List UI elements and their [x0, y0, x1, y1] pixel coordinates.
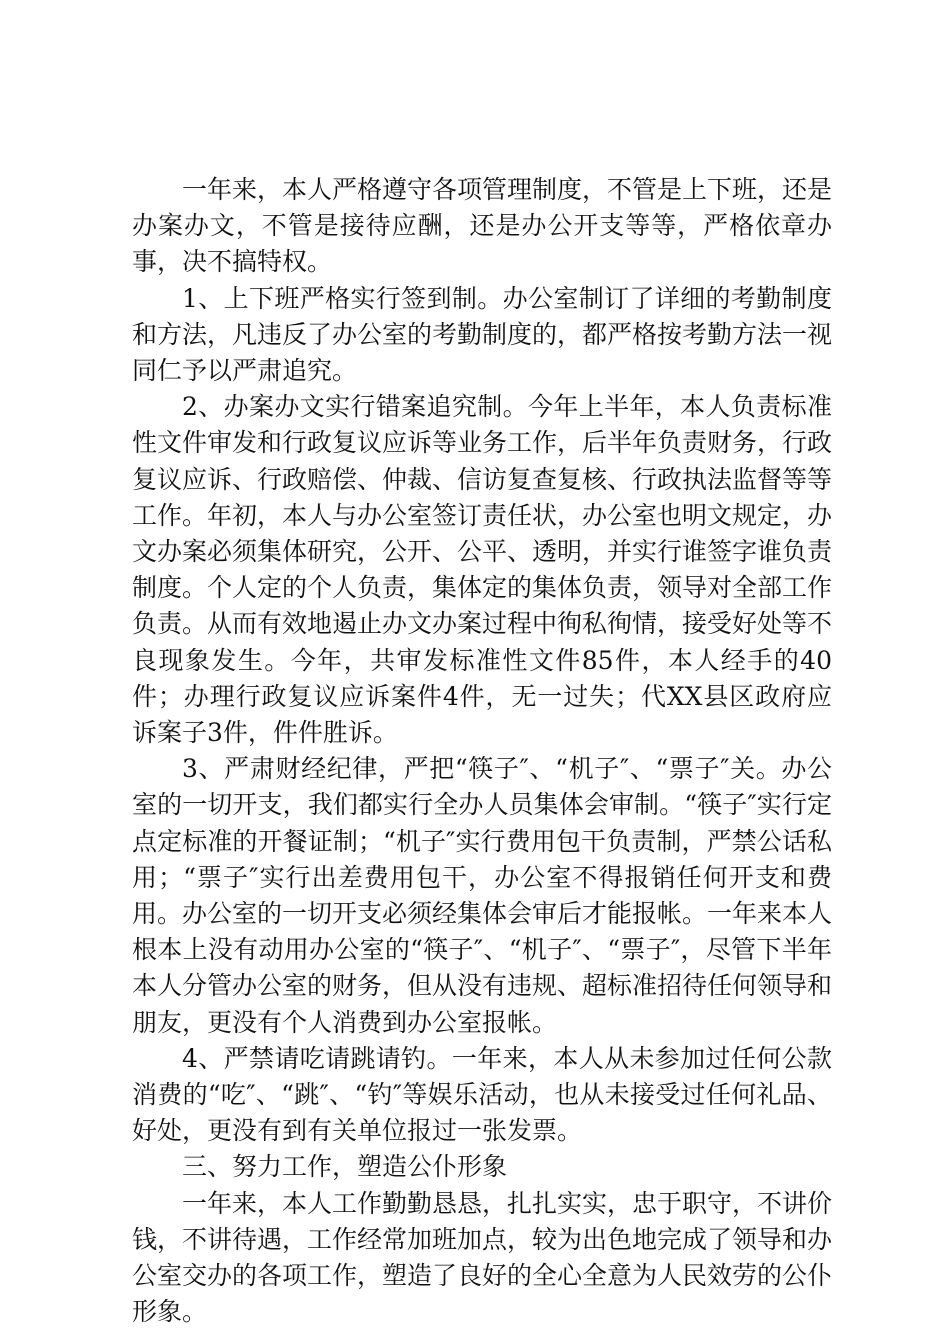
paragraph-item-2-case-accountability: 2、办案办文实行错案追究制。今年上半年，本人负责标准性文件审发和行政复议应诉等业务工作，后半年负责财务，行政复议应诉、行政赔偿、仲裁、信访复查复核、行政执法监督等等工作。年初，本人与办公室签订责任状，办公室也明文规定，办文办案必须集体研究，公开、公平、透明，并实行谁签字谁负责制度。个人定的个人负责，集体定的集体负责，领导对全部工作负责。从而有效地遏止办文办案过程中徇私徇情，接受好处等不良现象发生。今年，共审发标准性文件85件，本人经手的40件；办理行政复议应诉案件4件，无一过失；代XX县区政府应诉案子3件，件件胜诉。 [132, 392, 833, 748]
paragraph-item-1-attendance: 1、上下班严格实行签到制。办公室制订了详细的考勤制度和方法，凡违反了办公室的考勤制度的，都严格按考勤方法一视同仁予以严肃追究。 [132, 283, 833, 386]
paragraph-intro: 一年来，本人严格遵守各项管理制度，不管是上下班，还是办案办文，不管是接待应酬，还是办公开支等等，严格依章办事，决不搞特权。 [132, 175, 833, 277]
paragraph-public-servant-image: 一年来，本人工作勤勤恳恳，扎扎实实，忠于职守，不讲价钱，不讲待遇，工作经常加班加点，较为出色地完成了领导和办公室交办的各项工作，塑造了良好的全心全意为人民效劳的公仆形象。 [132, 1188, 833, 1327]
paragraph-item-4-no-entertainment: 4、严禁请吃请跳请钓。一年来，本人从未参加过任何公款消费的“吃″、“跳″、“钓″等娱乐活动，也从未接受过任何礼品、好处，更没有到有关单位报过一张发票。 [132, 1043, 832, 1146]
section-heading-3: 三、努力工作，塑造公仆形象 [182, 1152, 508, 1182]
document-body [132, 172, 832, 1331]
paragraph-item-3-financial-discipline: 3、严肃财经纪律，严把“筷子″、“机子″、“票子″关。办公室的一切开支，我们都实行全办人员集体会审制。“筷子″实行定点定标准的开餐证制；“机子″实行费用包干负责制，严禁公话私用；“票子″实行出差费用包干，办公室不得报销任何开支和费用。办公室的一切开支必须经集体会审后才能报帐。一年来本人根本上没有动用办公室的“筷子″、“机子″、“票子″，尽管下半年本人分管办公室的财务，但从没有违规、超标准招待任何领导和朋友，更没有个人消费到办公室报帐。 [132, 754, 833, 1037]
